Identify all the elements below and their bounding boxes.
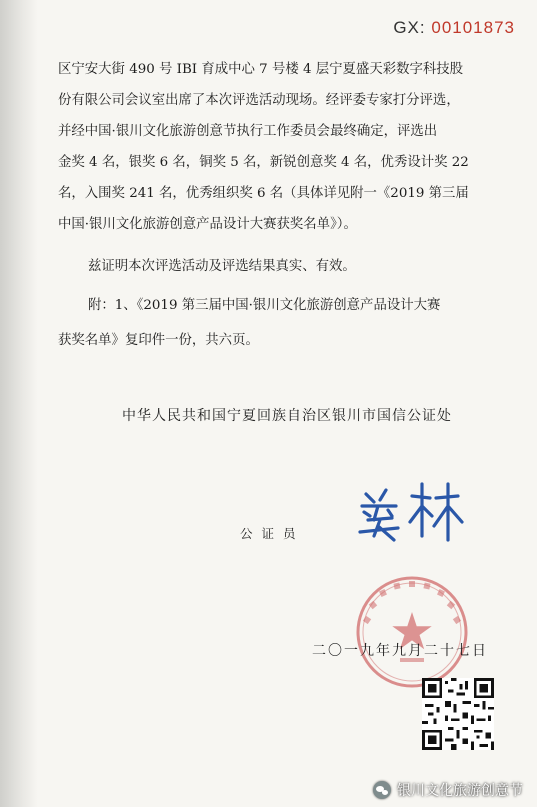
attestation-line: 兹证明本次评选活动及评选结果真实、有效。	[88, 259, 356, 274]
body-line: 中国·银川文化旅游创意产品设计大赛获奖名单》）。	[58, 217, 357, 232]
serial-value: 00101873	[431, 18, 515, 37]
body-line: 金奖 4 名，银奖 6 名，铜奖 5 名，新锐创意奖 4 名，优秀设计奖 22	[58, 155, 469, 170]
wechat-account-watermark	[369, 777, 531, 803]
body-line: 并经中国·银川文化旅游创意节执行工作委员会最终确定，评选出	[58, 124, 438, 139]
notary-label: 公证员	[240, 526, 305, 541]
attachment-line: 获奖名单》复印件一份，共六页。	[58, 333, 259, 348]
official-seal	[352, 572, 472, 692]
serial-number	[393, 18, 515, 38]
notary-signature	[352, 476, 482, 556]
body-line: 名，入围奖 241 名，优秀组织奖 6 名（具体详见附一《2019 第三届	[58, 186, 469, 201]
body-line: 份有限公司会议室出席了本次评选活动现场。经评委专家打分评选，	[58, 93, 460, 108]
qr-code	[422, 678, 494, 750]
notary-office-name: 中华人民共和国宁夏回族自治区银川市国信公证处	[122, 408, 452, 424]
wechat-icon	[373, 781, 391, 799]
attachment-line: 附：1、《2019 第三届中国·银川文化旅游创意产品设计大赛	[88, 298, 441, 313]
watermark-text: 银川文化旅游创意节	[397, 783, 523, 799]
body-line: 区宁安大街 490 号 IBI 育成中心 7 号楼 4 层宁夏盛天彩数字科技股	[58, 62, 464, 77]
serial-prefix: GX:	[393, 18, 426, 37]
page-edge-shadow	[0, 0, 38, 807]
issue-date: 二〇一九年九月二十七日	[312, 643, 488, 659]
